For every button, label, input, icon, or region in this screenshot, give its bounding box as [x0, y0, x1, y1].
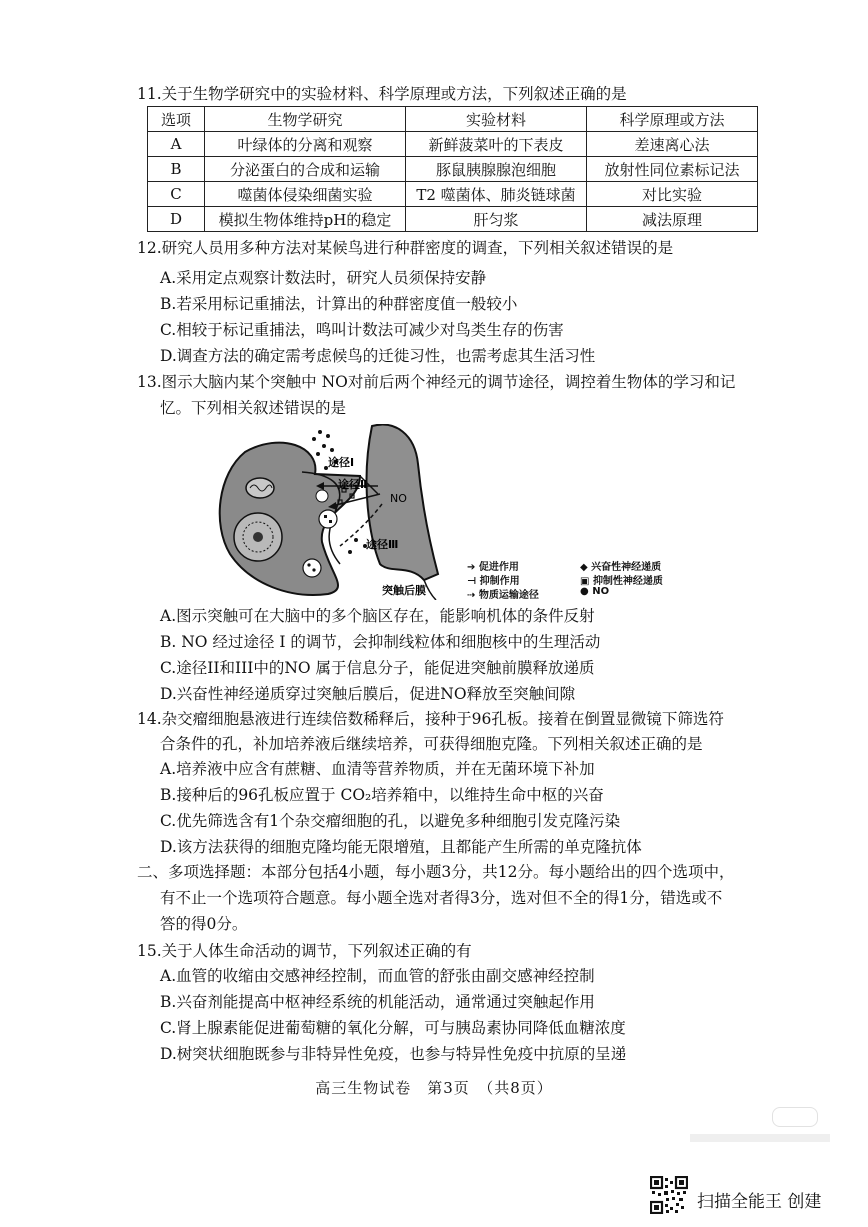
legend-inhibitory-label: 抑制性神经递质 [592, 576, 663, 587]
section2-line1: 二、多项选择题：本部分包括4小题，每小题3分，共12分。每小题给出的四个选项中， [137, 863, 735, 881]
table-cell: 豚鼠胰腺腺泡细胞 [406, 157, 587, 182]
q12-option-b: B.若采用标记重捕法，计算出的种群密度值一般较小 [160, 295, 518, 313]
table-cell: 分泌蛋白的合成和运输 [205, 157, 406, 182]
q13-option-a: A.图示突触可在大脑中的多个脑区存在，能影响机体的条件反射 [160, 607, 595, 625]
q13-stem-line1: 13.图示大脑内某个突触中 NO对前后两个神经元的调节途径，调控着生物体的学习和记 [137, 373, 736, 391]
q12-option-a: A.采用定点观察计数法时，研究人员须保持安静 [160, 269, 487, 287]
table-cell: D [148, 207, 205, 232]
q13-option-b: B. NO 经过途径 I 的调节，会抑制线粒体和细胞核中的生理活动 [160, 633, 601, 651]
q14-option-d: D.该方法获得的细胞克隆均能无限增殖，且都能产生所需的单克隆抗体 [160, 838, 642, 856]
table-cell: 差速离心法 [587, 132, 758, 157]
watermark-logo [772, 1107, 818, 1127]
legend-transport-label: 物质运输途径 [478, 590, 539, 601]
q12-option-d: D.调查方法的确定需考虑候鸟的迁徙习性，也需考虑其生活习性 [160, 347, 596, 365]
table-row [148, 132, 758, 157]
q14-stem-line1: 14.杂交瘤细胞悬液进行连续倍数稀释后，接种于96孔板。接着在倒置显微镜下筛选符 [137, 710, 724, 728]
table-cell: 叶绿体的分离和观察 [205, 132, 406, 157]
q14-option-c: C.优先筛选含有1个杂交瘤细胞的孔，以避免多种细胞引发克隆污染 [160, 812, 621, 830]
postsynaptic-membrane-label: 突触后膜 [382, 584, 426, 597]
q13-option-c: C.途径II和III中的NO 属于信息分子，能促进突触前膜释放递质 [160, 659, 595, 677]
no-label: NO [390, 492, 407, 505]
table-header: 选项 [148, 107, 205, 132]
table-cell: 肝匀浆 [406, 207, 587, 232]
table-header: 实验材料 [406, 107, 587, 132]
section2-line3: 答的得0分。 [160, 915, 248, 933]
q11-stem: 11.关于生物学研究中的实验材料、科学原理或方法，下列叙述正确的是 [137, 85, 627, 103]
legend-inhibit-label: 抑制作用 [479, 576, 520, 587]
q14-stem-line2: 合条件的孔，补加培养液后继续培养，可获得细胞克隆。下列相关叙述正确的是 [160, 735, 703, 753]
table-cell: 减法原理 [587, 207, 758, 232]
table-cell: 新鲜菠菜叶的下表皮 [406, 132, 587, 157]
legend-no-label: NO [592, 586, 610, 597]
table-cell: B [148, 157, 205, 182]
vesicle [303, 559, 321, 577]
q14-option-a: A.培养液中应含有蔗糖、血清等营养物质，并在无菌环境下补加 [160, 760, 595, 778]
q15-option-b: B.兴奋剂能提高中枢神经系统的机能活动，通常通过突触起作用 [160, 993, 595, 1011]
table-row [148, 182, 758, 207]
scanner-brand-label: 扫描全能王 创建 [697, 1192, 822, 1212]
watermark-strip [690, 1134, 830, 1142]
legend-promote-label: 促进作用 [478, 562, 519, 573]
legend-inhibit: ⊣ 抑制作用 [467, 576, 520, 587]
qr-code-icon [650, 1176, 688, 1214]
q12-option-c: C.相较于标记重捕法，鸣叫计数法可减少对鸟类生存的伤害 [160, 321, 564, 339]
vesicle [316, 490, 328, 502]
q15-option-a: A.血管的收缩由交感神经控制，而血管的舒张由副交感神经控制 [160, 967, 595, 985]
q15-option-d: D.树突状细胞既参与非特异性免疫，也参与特异性免疫中抗原的呈递 [160, 1045, 627, 1063]
legend-promote: ➔ 促进作用 [467, 562, 519, 573]
legend-transport: ⇢ 物质运输途径 [467, 590, 539, 601]
q15-option-c: C.肾上腺素能促进葡萄糖的氧化分解，可与胰岛素协同降低血糖浓度 [160, 1019, 626, 1037]
q12-stem: 12.研究人员用多种方法对某候鸟进行种群密度的调查，下列相关叙述错误的是 [137, 239, 674, 257]
table-cell: 模拟生物体维持pH的稳定 [205, 207, 406, 232]
pathway-3-label: 途径Ⅲ [366, 538, 399, 551]
pathway-2-label: 途径Ⅱ [338, 478, 368, 491]
table-header: 生物学研究 [205, 107, 406, 132]
page-footer: 高三生物试卷 第3页 （共8页） [315, 1079, 553, 1097]
table-cell: 放射性同位素标记法 [587, 157, 758, 182]
pathway-1-label: 途径Ⅰ [328, 456, 355, 469]
table-cell: 对比实验 [587, 182, 758, 207]
table-cell: 噬菌体侵染细菌实验 [205, 182, 406, 207]
table-cell: C [148, 182, 205, 207]
legend-no: ● NO [580, 586, 610, 597]
table-cell: A [148, 132, 205, 157]
legend-excitatory: ◆ 兴奋性神经递质 [580, 562, 662, 573]
section2-line2: 有不止一个选项符合题意。每小题全选对者得3分，选对但不全的得1分，错选或不 [160, 889, 723, 907]
q13-option-d: D.兴奋性神经递质穿过突触后膜后，促进NO释放至突触间隙 [160, 685, 576, 703]
table-row [148, 207, 758, 232]
vesicle [319, 510, 337, 528]
table-header: 科学原理或方法 [587, 107, 758, 132]
q11-table [147, 106, 758, 232]
legend-inhibitory: ▣ 抑制性神经递质 [580, 576, 663, 587]
q13-stem-line2: 忆。下列相关叙述错误的是 [160, 399, 347, 417]
q15-stem: 15.关于人体生命活动的调节，下列叙述正确的有 [137, 942, 472, 960]
table-row [148, 157, 758, 182]
table-header-row [148, 107, 758, 132]
legend-excitatory-label: 兴奋性神经递质 [591, 562, 662, 573]
q14-option-b: B.接种后的96孔板应置于 CO₂培养箱中，以维持生命中枢的兴奋 [160, 786, 604, 804]
table-cell: T2 噬菌体、肺炎链球菌 [406, 182, 587, 207]
